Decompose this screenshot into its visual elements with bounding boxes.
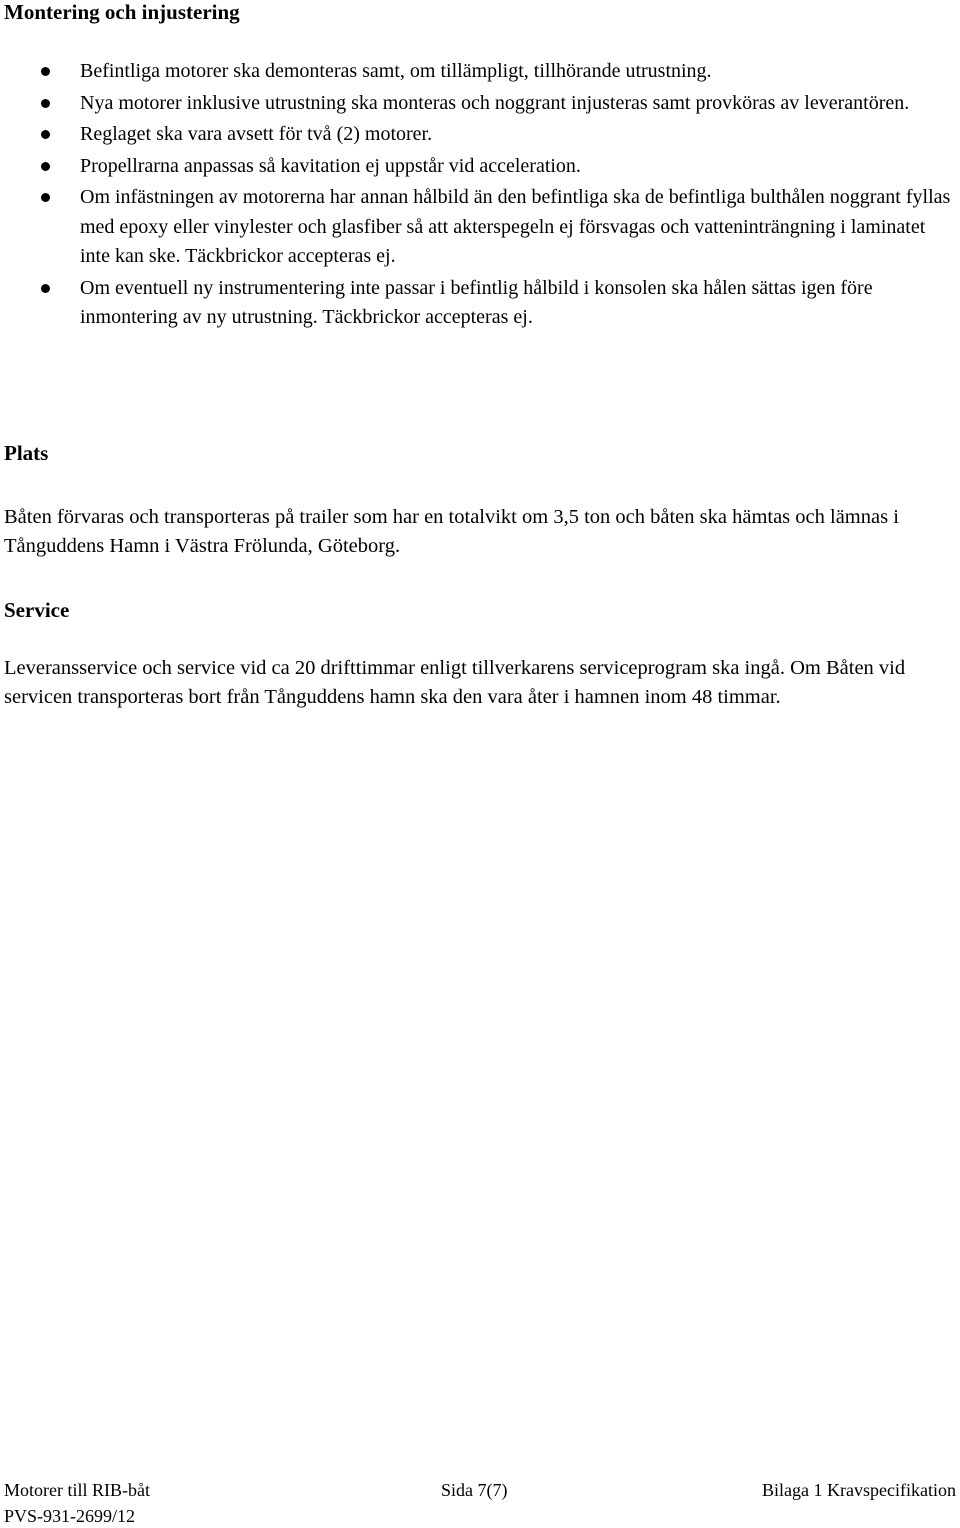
heading-montering: Montering och injustering [4,0,240,24]
footer-reference-number: PVS-931-2699/12 [4,1506,136,1526]
footer-document-title: Motorer till RIB-båt [4,1480,150,1500]
list-item [0,183,960,272]
list-item-text: Om eventuell ny instrumentering inte passar i befintlig hålbild i konsolen ska hålen sättas igen före inmontering av ny utrustning. Täckbrickor accepteras ej. [80,276,873,328]
heading-service: Service [4,598,70,622]
plats-paragraph: Båten förvaras och transporteras på trailer som har en totalvikt om 3,5 ton och båten ska hämtas och lämnas i Tånguddens Hamn i Västra Frölunda, Göteborg. [4,506,899,557]
footer-appendix: Bilaga 1 Kravspecifikation [762,1480,956,1500]
service-paragraph: Leveransservice och service vid ca 20 drifttimmar enligt tillverkarens serviceprogram ska ingå. Om Båten vid servicen transporteras bort från Tånguddens hamn ska den vara åter i hamnen inom 48 timmar. [4,657,906,708]
bullet-icon [41,284,50,293]
bullet-icon [41,130,50,139]
list-item [0,274,960,333]
bullet-icon [41,99,50,108]
bullet-icon [41,162,50,171]
list-item [0,57,960,87]
list-item [0,120,960,150]
heading-plats: Plats [4,441,49,465]
bullet-icon [41,67,50,76]
list-item [0,152,960,182]
bullet-icon [41,193,50,202]
list-item-text: Om infästningen av motorerna har annan hålbild än den befintliga ska de befintliga bulthålen noggrant fyllas med epoxy eller vinylester och glasfiber så att akterspegeln ej försvagas och vatteninträngning i laminatet inte kan ske. Täckbrickor accepteras ej. [80,186,951,267]
list-item [0,89,960,119]
montering-bullet-list [0,57,960,335]
footer-page-number: Sida 7(7) [441,1480,508,1500]
list-item-text: Propellrarna anpassas så kavitation ej uppstår vid acceleration. [80,154,581,177]
list-item-text: Reglaget ska vara avsett för två (2) motorer. [80,123,433,145]
list-item-text: Befintliga motorer ska demonteras samt, om tillämpligt, tillhörande utrustning. [80,60,712,82]
list-item-text: Nya motorer inklusive utrustning ska monteras och noggrant injusteras samt provköras av leverantören. [80,91,910,114]
